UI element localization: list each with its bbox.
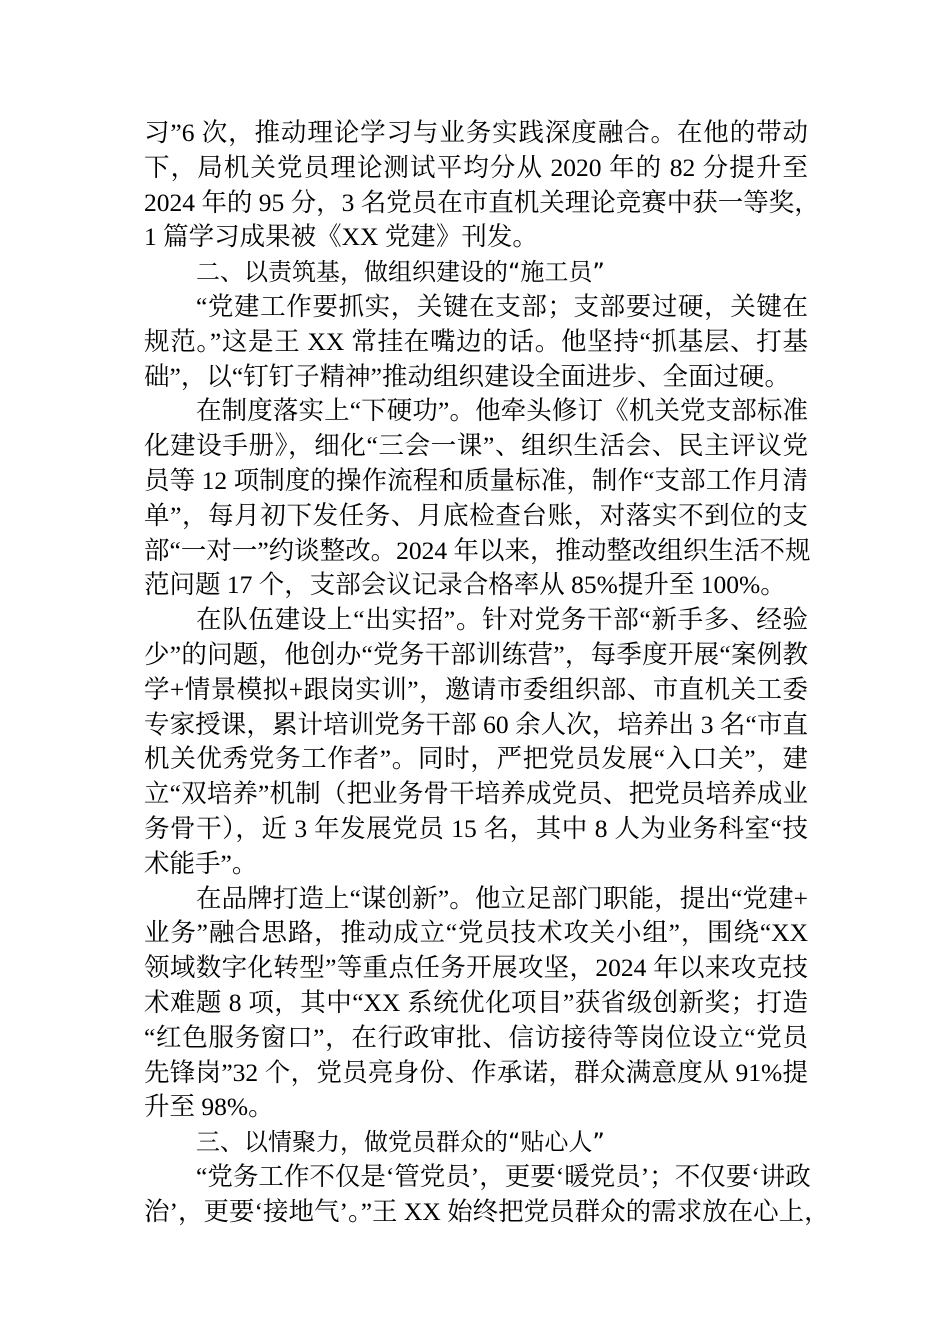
text-line: 规范。”这是王 XX 常挂在嘴边的话。他坚持“抓基层、打基	[144, 326, 808, 356]
text-line: 术难题 8 项，其中“XX 系统优化项目”获省级创新奖；打造	[144, 987, 808, 1017]
text-line: 二、以责筑基，做组织建设的“施工员”	[196, 258, 605, 287]
text-line: “党建工作要抓实，关键在支部；支部要过硬，关键在	[196, 291, 808, 321]
body-paragraph	[144, 394, 811, 603]
text-line: 立“双培养”机制（把业务骨干培养成党员、把党员培养成业	[144, 779, 808, 809]
text-line: 升至 98%。	[144, 1092, 274, 1122]
text-line: 务骨干），近 3 年发展党员 15 名，其中 8 人为业务科室“技	[144, 813, 808, 843]
text-line: 少”的问题，他创办“党务干部训练营”，每季度开展“案例教	[144, 639, 808, 669]
text-line: 领域数字化转型”等重点任务开展攻坚，2024 年以来攻克技	[144, 953, 808, 983]
section-heading	[144, 255, 808, 290]
body-paragraph	[144, 116, 820, 255]
body-paragraph	[144, 1160, 830, 1230]
text-line: 先锋岗”32 个，党员亮身份、作承诺，群众满意度从 91%提	[144, 1057, 808, 1087]
text-line: 化建设手册》，细化“三会一课”、组织生活会、民主评议党	[144, 431, 808, 461]
text-line: 单”，每月初下发任务、月底检查台账，对落实不到位的支	[144, 500, 808, 530]
text-line: “红色服务窗口”，在行政审批、信访接待等岗位设立“党员	[144, 1022, 808, 1052]
text-line: 下，局机关党员理论测试平均分从 2020 年的 82 分提升至	[144, 152, 808, 182]
text-line: “党务工作不仅是‘管党员’，更要‘暖党员’；不仅要‘讲政	[196, 1161, 811, 1191]
text-line: 员等 12 项制度的操作流程和质量标准，制作“支部工作月清	[144, 465, 808, 495]
text-line: 术能手”。	[144, 848, 258, 878]
text-line: 范问题 17 个，支部会议记录合格率从 85%提升至 100%。	[144, 570, 786, 600]
text-line: 习”6 次，推动理论学习与业务实践深度融合。在他的带动	[144, 118, 808, 147]
text-line: 业务”融合思路，推动成立“党员技术攻关小组”，围绕“XX	[144, 918, 808, 948]
text-line: 1 篇学习成果被《XX 党建》刊发。	[144, 222, 538, 252]
body-paragraph	[144, 603, 808, 881]
body-paragraph	[144, 290, 808, 394]
text-line: 在制度落实上“下硬功”。他牵头修订《机关党支部标准	[196, 396, 808, 426]
text-line: 2024 年的 95 分，3 名党员在市直机关理论竞赛中获一等奖，	[144, 187, 820, 217]
text-line: 专家授课，累计培训党务干部 60 余人次，培养出 3 名“市直	[144, 709, 808, 739]
text-line: 学+情景模拟+跟岗实训”，邀请市委组织部、市直机关工委	[144, 674, 808, 704]
text-line: 在品牌打造上“谋创新”。他立足部门职能，提出“党建+	[196, 883, 808, 913]
text-line: 三、以情聚力，做党员群众的“贴心人”	[196, 1128, 605, 1157]
body-paragraph	[144, 882, 808, 1126]
text-line: 础”，以“钉钉子精神”推动组织建设全面进步、全面过硬。	[144, 361, 790, 391]
section-heading	[144, 1125, 808, 1160]
document-page	[144, 116, 830, 1230]
text-line: 治’，更要‘接地气’。”王 XX 始终把党员群众的需求放在心上，	[144, 1196, 830, 1226]
text-line: 部“一对一”约谈整改。2024 年以来，推动整改组织生活不规	[144, 535, 811, 565]
text-line: 在队伍建设上“出实招”。针对党务干部“新手多、经验	[196, 605, 808, 635]
text-line: 机关优秀党务工作者”。同时，严把党员发展“入口关”，建	[144, 744, 808, 774]
